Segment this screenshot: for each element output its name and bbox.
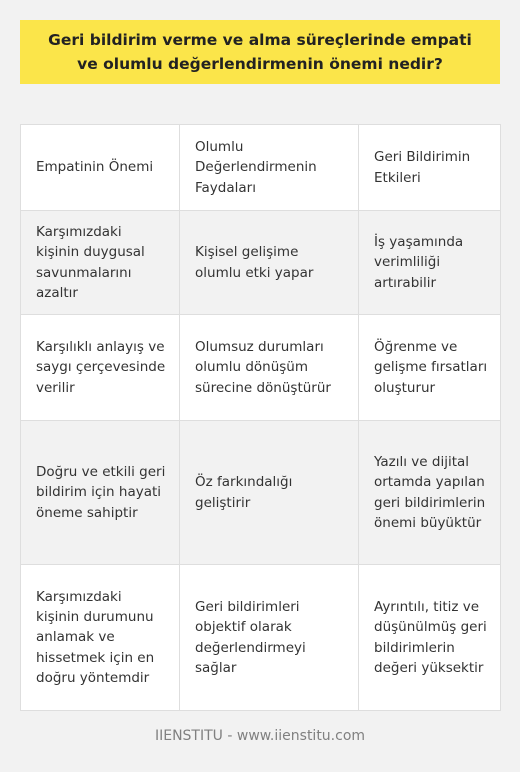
- column-header: Olumlu Değerlendirmenin Faydaları: [180, 125, 359, 211]
- comparison-table: [20, 124, 501, 711]
- column-header: Empatinin Önemi: [21, 125, 180, 211]
- table-cell: Karşımızdaki kişinin durumunu anlamak ve hissetmek için en doğru yöntemdir: [21, 565, 180, 711]
- table-cell: Öğrenme ve gelişme fırsatları oluşturur: [359, 315, 501, 421]
- title-banner: [20, 20, 500, 84]
- page-title: Geri bildirim verme ve alma süreçlerinde empati ve olumlu değerlendirmenin önemi nedir?: [48, 31, 472, 73]
- table-cell: Yazılı ve dijital ortamda yapılan geri bildirimlerin önemi büyüktür: [359, 421, 501, 565]
- table-cell: İş yaşamında verimliliği artırabilir: [359, 211, 501, 315]
- table-cell: Olumsuz durumları olumlu dönüşüm sürecine dönüştürür: [180, 315, 359, 421]
- table-cell: Öz farkındalığı geliştirir: [180, 421, 359, 565]
- table-row: [21, 565, 501, 711]
- table-header-row: [21, 125, 501, 211]
- table-cell: Doğru ve etkili geri bildirim için hayati öneme sahiptir: [21, 421, 180, 565]
- table-row: [21, 211, 501, 315]
- footer-credit: IIENSTITU - www.iienstitu.com: [154, 728, 366, 744]
- table-row: [21, 421, 501, 565]
- table-cell: Kişisel gelişime olumlu etki yapar: [180, 211, 359, 315]
- table-cell: Karşılıklı anlayış ve saygı çerçevesinde verilir: [21, 315, 180, 421]
- table-cell: Ayrıntılı, titiz ve düşünülmüş geri bildirimlerin değeri yüksektir: [359, 565, 501, 711]
- table-cell: Karşımızdaki kişinin duygusal savunmalarını azaltır: [21, 211, 180, 315]
- table-row: [21, 315, 501, 421]
- table-cell: Geri bildirimleri objektif olarak değerlendirmeyi sağlar: [180, 565, 359, 711]
- column-header: Geri Bildirimin Etkileri: [359, 125, 501, 211]
